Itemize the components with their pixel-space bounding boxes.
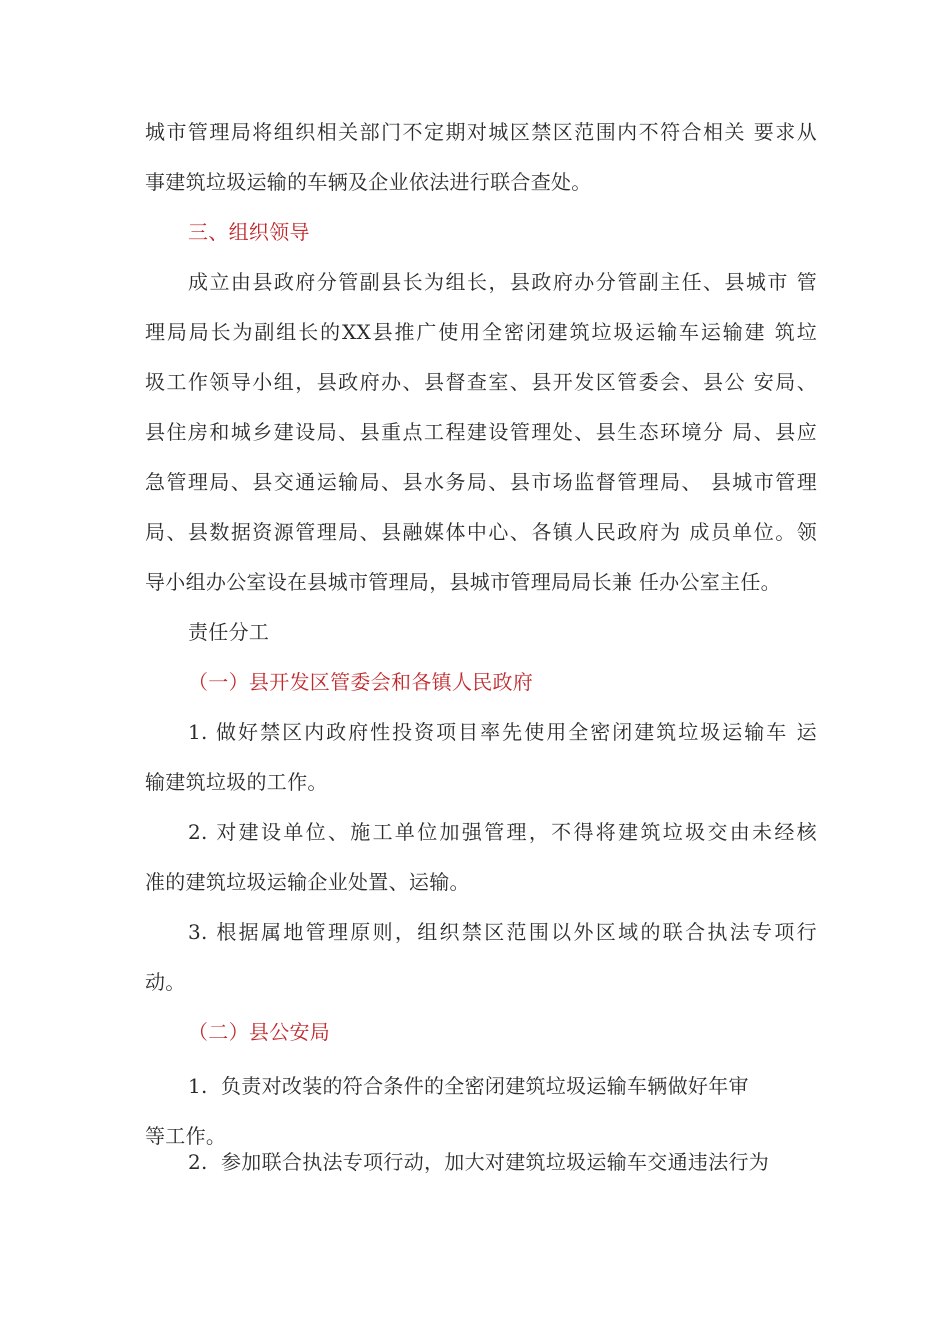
- paragraph-line: 急管理局、县交通运输局、县水务局、县市场监督管理局、 县城市管理: [145, 470, 817, 494]
- subsection-heading: （二）县公安局: [188, 1020, 331, 1044]
- paragraph-line: 成立由县政府分管副县长为组长，县政府办分管副主任、县城市 管: [188, 270, 817, 294]
- paragraph-line: 圾工作领导小组，县政府办、县督查室、县开发区管委会、县公 安局、: [145, 370, 817, 394]
- list-item-line: 输建筑垃圾的工作。: [145, 770, 328, 794]
- paragraph-line: 城市管理局将组织相关部门不定期对城区禁区范围内不符合相关 要求从: [145, 120, 817, 144]
- section-heading: 三、组织领导: [188, 220, 310, 244]
- paragraph-line: 理局局长为副组长的XX县推广使用全密闭建筑垃圾运输车运输建 筑垃: [145, 320, 817, 344]
- section-heading: 责任分工: [188, 620, 270, 644]
- list-item-line: 1. 做好禁区内政府性投资项目率先使用全密闭建筑垃圾运输车 运: [188, 720, 817, 744]
- subsection-heading: （一）县开发区管委会和各镇人民政府: [188, 670, 534, 694]
- list-item-line: 等工作。: [145, 1124, 227, 1148]
- list-item-line: 2. 参加联合执法专项行动，加大对建筑垃圾运输车交通违法行为: [188, 1150, 770, 1174]
- paragraph-line: 局、县数据资源管理局、县融媒体中心、各镇人民政府为 成员单位。领: [145, 520, 817, 544]
- list-item-line: 3. 根据属地管理原则，组织禁区范围以外区域的联合执法专项行: [188, 920, 817, 944]
- list-item-line: 1. 负责对改装的符合条件的全密闭建筑垃圾运输车辆做好年审: [188, 1074, 749, 1098]
- list-item-line: 准的建筑垃圾运输企业处置、运输。: [145, 870, 470, 894]
- paragraph-line: 导小组办公室设在县城市管理局，县城市管理局局长兼 任办公室主任。: [145, 570, 781, 594]
- list-item-line: 2. 对建设单位、施工单位加强管理，不得将建筑垃圾交由未经核: [188, 820, 817, 844]
- list-item-line: 动。: [145, 970, 186, 994]
- paragraph-line: 事建筑垃圾运输的车辆及企业依法进行联合查处。: [145, 170, 592, 194]
- paragraph-line: 县住房和城乡建设局、县重点工程建设管理处、县生态环境分 局、县应: [145, 420, 817, 444]
